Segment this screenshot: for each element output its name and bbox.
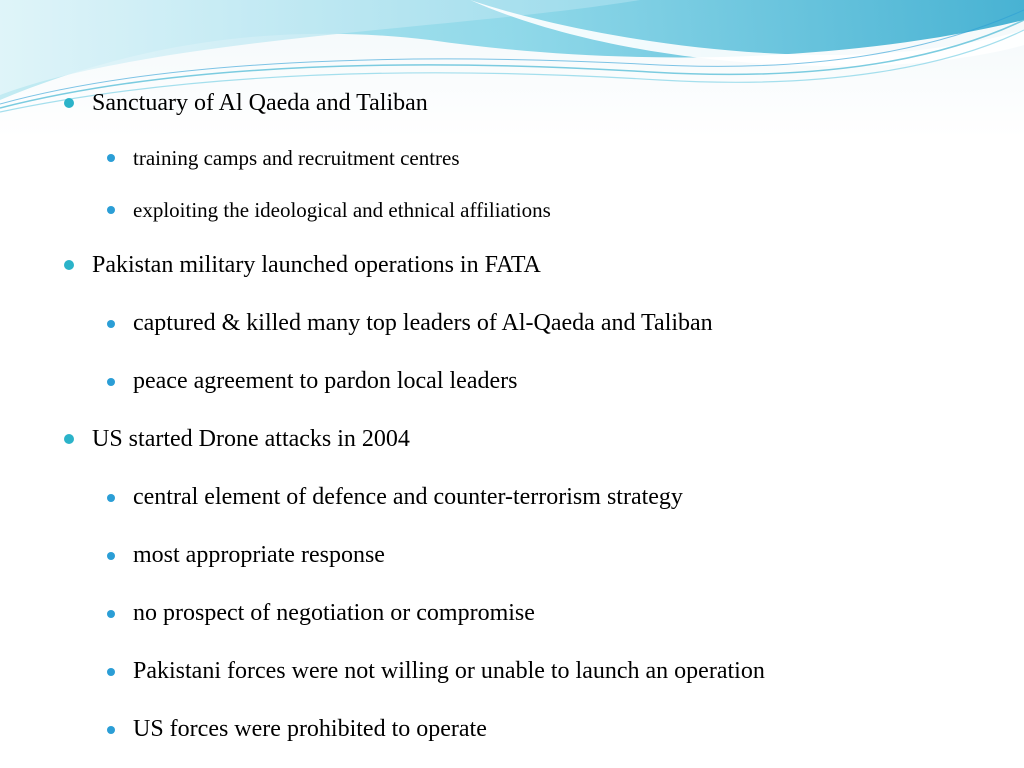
bullet-text: captured & killed many top leaders of Al-Qaeda and Taliban xyxy=(133,310,713,336)
bullet-text: most appropriate response xyxy=(133,542,385,568)
bullet-text: central element of defence and counter-terrorism strategy xyxy=(133,484,683,510)
bullet-icon xyxy=(64,98,74,108)
bullet-icon xyxy=(107,154,115,162)
bullet-icon xyxy=(107,378,115,386)
bullet-text: US started Drone attacks in 2004 xyxy=(92,426,410,452)
bullet-text: training camps and recruitment centres xyxy=(133,146,460,170)
bullet-icon xyxy=(107,552,115,560)
bullet-text: peace agreement to pardon local leaders xyxy=(133,368,518,394)
bullet-text: Pakistani forces were not willing or unable to launch an operation xyxy=(133,658,765,684)
bullet-icon xyxy=(107,726,115,734)
bullet-icon xyxy=(64,260,74,270)
bullet-icon xyxy=(64,434,74,444)
bullet-text: Pakistan military launched operations in FATA xyxy=(92,252,541,278)
bullet-icon xyxy=(107,320,115,328)
bullet-text: no prospect of negotiation or compromise xyxy=(133,600,535,626)
bullet-icon xyxy=(107,610,115,618)
bullet-icon xyxy=(107,206,115,214)
bullet-icon xyxy=(107,494,115,502)
bullet-text: Sanctuary of Al Qaeda and Taliban xyxy=(92,90,428,116)
bullet-icon xyxy=(107,668,115,676)
bullet-text: US forces were prohibited to operate xyxy=(133,716,487,742)
bullet-text: exploiting the ideological and ethnical affiliations xyxy=(133,198,551,222)
